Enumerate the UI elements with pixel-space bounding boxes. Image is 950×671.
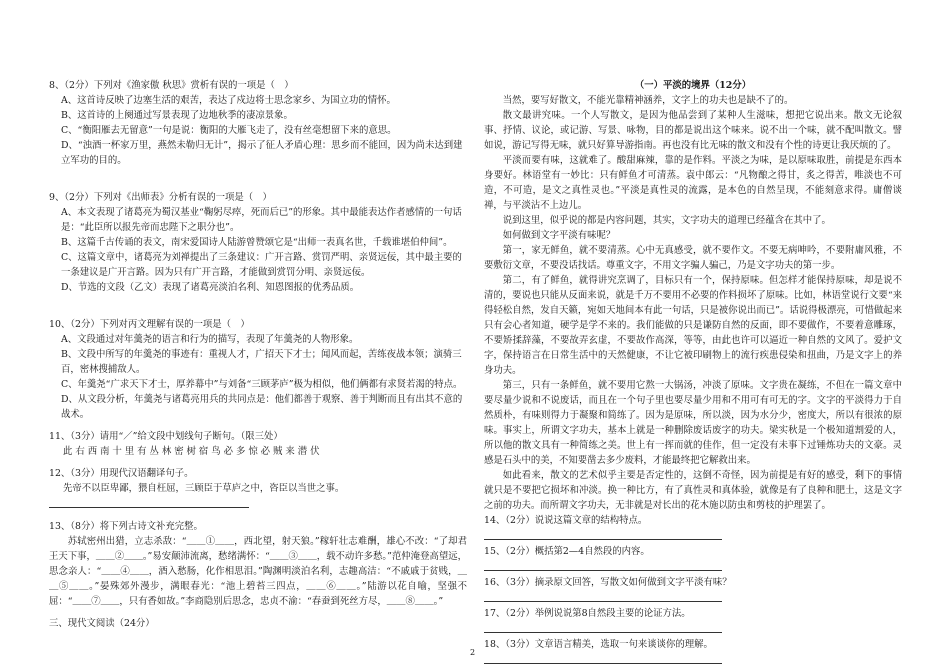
- paragraph-4: 说到这里，似乎说的都是内容问题，其实，文字功夫的道理已经蕴含在其中了。: [502, 215, 831, 226]
- paragraph-5: 如何做到文字平淡有味呢？: [502, 230, 616, 241]
- question-13-stem: 13、（8分）将下列古诗文补充完整。: [49, 521, 203, 532]
- reading-title: （一）平淡的境界（12分）: [634, 80, 752, 91]
- question-16-answer-line[interactable]: [484, 591, 722, 602]
- paragraph-6: 第一，家无鲜鱼，就不要清蒸。心中无真感受，就不要作文。不要无病呻吟，不要附庸风雅，不要敷衍文章，不要没话找话。尊重文字，不用文字骗人骗己，乃是文字功夫的第一步。: [484, 245, 902, 271]
- question-16-stem: 16、（3分）摘录原文回答，写散文如何做到文字平淡有味？: [484, 577, 732, 588]
- question-10-option-a: A、文段通过对年羹尧的语言和行为的描写，表现了年羹尧的人物形象。: [61, 334, 359, 345]
- paragraph-3: 平淡而要有味，这就难了。酸甜麻辣，靠的是作料。平淡之为味，是以原味取胜，前提是东西本身要好。林语堂有一妙比：只有鲜鱼才可清蒸。袁中郎云：“凡物酿之得甘，炙之得苦，唯淡也不可造，不可造，是文之真性灵也。”平淡是真性灵的流露，是本色的自然呈现，不能刻意求得。庸僧谈禅，与平淡沾不上边儿。: [484, 155, 902, 211]
- left-column: [49, 78, 467, 631]
- question-8-option-a: A、这首诗反映了边塞生活的艰苦，表达了戍边将士思念家乡、为国立功的情怀。: [61, 95, 396, 106]
- question-15-stem: 15、（2分）概括第2—4自然段的内容。: [484, 546, 650, 557]
- question-14-stem: 14、（2分）说说这篇文章的结构特点。: [484, 515, 648, 526]
- question-13-passage: 苏轼密州出猎，立志杀敌：“＿＿①＿＿，西北望，射天狼。”稼轩壮志难酬，雄心不改：“了却君王天下事，＿＿②＿＿。”易安颠沛流离，愁绪满怀：“＿＿③＿＿，载不动许多愁。”范仲淹登高望远，思念亲人：“＿＿④＿＿，酒入愁肠，化作相思泪。”陶渊明淡泊名利，志趣高洁：“不戚戚于贫贱，＿＿⑤＿＿。”晏殊郊外漫步，满眼春光：“池上碧苔三四点，＿＿⑥＿＿。”陆游以花自喻，坚强不屈：“＿＿⑦＿＿，只有香如故。”李商隐别后思念，忠贞不渝：“春蚕到死丝方尽，＿＿⑧＿＿。”: [49, 536, 467, 607]
- question-17-answer-line[interactable]: [484, 622, 722, 633]
- question-9: [49, 190, 467, 295]
- question-13: [49, 519, 467, 609]
- paragraph-8: 第三，只有一条鲜鱼，就不要用它熬一大锅汤，冲淡了原味。文字贵在凝练，不但在一篇文章中要尽量少说和不说废话，而且在一个句子里也要尽量少用和不用可有可无的字。文字的平淡得力于自然质朴，有味则得力于凝聚和简练了。因为是原味，所以淡，因为水分少，密度大，所以有很浓的原味。事实上，所谓文字功夫，基本上就是一种删除废话废字的功夫。梁实秋是一个极知道割爱的人，所以他的散文具有一种简练之美。世上有一挥而就的佳作，但一定没有未事下过锤炼功夫的文豪。灵感是石头中的美，不知要凿去多少废料，才能最终把它解救出来。: [484, 380, 902, 466]
- paragraph-1: 当然，要写好散文，不能光靠精神涵养，文字上的功夫也是缺不了的。: [502, 95, 794, 106]
- question-8-option-b: B、这首诗的上阕通过写景表现了边地秋季的凄凉景象。: [61, 110, 293, 121]
- question-15-answer-line[interactable]: [484, 560, 722, 571]
- right-column: [484, 78, 902, 668]
- paragraph-7: 第二，有了鲜鱼，就得讲究烹调了，目标只有一个，保持原味。但怎样才能保持原味，却是说不清的，要说也只能从反面来说，就是千万不要用不必要的作料损坏了原味。比如，林语堂说行文要“来得轻松自然，发自天籁，宛如天地间本有此一句话，只是被你说出而已”。话说得极漂亮，可惜做起来只有会心者知道，硬学是学不来的。我们能做的只是谦防自然的反面，即不要做作，不要着意雕琢，不要矫揉辞藻，不要故弄玄虚，不要故作高深，等等，由此也许可以逼近一种自然的文风了。爱护文字，保持语言在日常生活中的天然健康，不让它被印刷物上的流行疾患侵染和扭曲，乃是文字上的养身功夫。: [484, 275, 902, 376]
- question-8-option-c: C、“衡阳雁去无留意”一句是说：衡阳的大雁飞走了，没有丝毫想留下来的意思。: [61, 125, 397, 136]
- paragraph-9: 如此看来，散文的艺术似乎主要是否定性的，这倒不奇怪，因为前提是有好的感受，剩下的事情就只是不要把它损坏和冲淡。换一种比方，有了真性灵和真体验，就像是有了良种和肥土，这是文字之前的功夫。而所谓文字功夫，无非就是对长出的花木施以防虫和剪枝的护理罢了。: [484, 470, 902, 511]
- question-11-text: 此 右 西 南 十 里 有 丛 林 密 树 宿 鸟 必 多 惊 必 贼 来 潜 伏: [63, 446, 320, 457]
- question-8: [49, 78, 467, 168]
- question-9-stem: 9、（2分）下列对《出师表》分析有误的一项是（ ）: [49, 192, 272, 203]
- question-14-answer-line[interactable]: [484, 529, 722, 540]
- question-10-option-d: D、从文段分析，年羹尧与诸葛亮用兵的共同点是：他们都善于观察、善于判断而且有出其不意的战术。: [61, 394, 463, 420]
- question-10-stem: 10、（2分）下列对丙文理解有误的一项是（ ）: [49, 319, 250, 330]
- question-12: [49, 466, 467, 508]
- question-18-answer-line[interactable]: [484, 653, 722, 664]
- question-17-stem: 17、（2分）举例说说第8自然段主要的论证方法。: [484, 608, 691, 619]
- page-number: 2: [470, 648, 476, 657]
- question-10-option-c: C、年羹尧“广求天下才士，厚养幕中”与刘备“三顾茅庐”极为相似，他们俩都有求贤若渴的特点。: [61, 379, 463, 390]
- question-10: [49, 317, 467, 422]
- question-9-option-d: D、节选的文段（乙文）表现了诸葛亮淡泊名利、知恩图报的优秀品质。: [61, 282, 360, 293]
- question-8-option-d: D、“浊酒一杯家万里，燕然未勒归无计”，揭示了征人矛盾心理：思乡而不能回，因为尚未达到建立军功的目的。: [61, 140, 463, 166]
- question-9-option-c: C、这篇文章中，诸葛亮为刘禅提出了三条建议：广开言路、赏罚严明、亲贤远佞，其中最主要的一条建议是广开言路。因为只有广开言路，才能做到赏罚分明、亲贤远佞。: [61, 252, 462, 278]
- question-10-option-b: B、文段中所写的年羹尧的事迹有：重视人才，广招天下才士；闻风而起，苦练夜战本领；演骑三百，密林搜捕敌人。: [61, 349, 462, 375]
- question-11: [49, 429, 467, 459]
- question-12-answer-line[interactable]: [49, 497, 249, 508]
- question-11-stem: 11、（3分）请用“／”给文段中划线句子断句。（限三处）: [49, 431, 283, 442]
- paragraph-2: 散文最讲究味。一个人写散文，是因为他品尝到了某种人生滋味，想把它说出来。散文无论叙事、抒情、议论，或记游、写景、咏物，目的都是说出这个味来。说不出一个味，就不配叫散文。譬如说，游记写得无味，就只好算导游指南。再也没有比无味的散文和没有个性的诗更让我厌烦的了。: [484, 110, 902, 151]
- question-12-stem: 12、（3分）用现代汉语翻译句子。: [49, 468, 194, 479]
- question-8-stem: 8、（2分）下列对《渔家傲 秋思》赏析有误的一项是（ ）: [49, 80, 294, 91]
- question-18-stem: 18、（3分）文章语言精美，选取一句来谈谈你的理解。: [484, 639, 713, 650]
- question-9-option-b: B、这篇千古传诵的表文，南宋爱国诗人陆游曾赞颂它是“出师一表真名世，千载谁堪伯仲间”。: [61, 237, 453, 248]
- question-12-text: 先帝不以臣卑鄙，猥自枉屈，三顾臣于草庐之中，咨臣以当世之事。: [63, 483, 345, 494]
- section-3-heading: 三、现代文阅读（24分）: [49, 618, 155, 629]
- question-9-option-a: A、本文表现了诸葛亮为蜀汉基业“鞠躬尽瘁，死而后已”的形象。其中最能表达作者感情的一句话是：“此臣所以报先帝而忠陛下之职分也”。: [61, 207, 462, 233]
